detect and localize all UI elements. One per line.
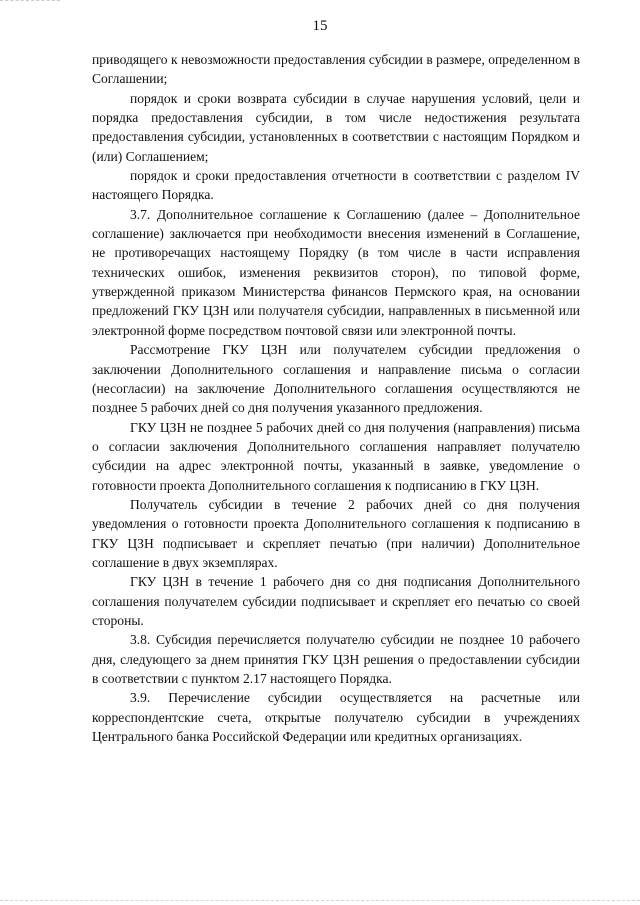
scan-edge-bottom xyxy=(0,900,640,901)
paragraph-recipient-signing: Получатель субсидии в течение 2 рабочих дней со дня получения уведомления о готовности проекта Дополнительного соглашения к подписанию в ГКУ ЦЗН подписывает и скрепляет печатью (при наличии) Дополнительное соглашение в двух экземплярах. xyxy=(92,496,580,570)
paragraph-czn-signing: ГКУ ЦЗН в течение 1 рабочего дня со дня подписания Дополнительного соглашения получателем субсидии подписывает и скрепляет его печатью со своей стороны. xyxy=(92,574,580,628)
paragraph-continuation: приводящего к невозможности предоставления субсидии в размере, определенном в Соглашении; xyxy=(92,52,580,87)
paragraph-review-proposal: Рассмотрение ГКУ ЦЗН или получателем субсидии предложения о заключении Дополнительного соглашения и направление письма о согласии (несогласии) на заключение Дополнительного соглашения осуществляются не позднее 5 рабочих дней со дня получения указанного предложения. xyxy=(92,342,580,416)
document-body xyxy=(92,50,580,746)
paragraph-refund-procedure: порядок и сроки возврата субсидии в случае нарушения условий, цели и порядка предоставления субсидии, в том числе недостижения результата предоставления субсидии, установленных в соответствии с настоящим Порядком и (или) Соглашением; xyxy=(92,90,580,164)
paragraph-3-8: 3.8. Субсидия перечисляется получателю субсидии не позднее 10 рабочего дня, следующего за днем принятия ГКУ ЦЗН решения о предоставлении субсидии в соответствии с пунктом 2.17 настоящего Порядка. xyxy=(92,632,580,686)
paragraph-reporting-procedure: порядок и сроки предоставления отчетности в соответствии с разделом IV настоящего Порядка. xyxy=(92,168,580,203)
paragraph-3-7: 3.7. Дополнительное соглашение к Соглашению (далее – Дополнительное соглашение) заключается при необходимости внесения изменений в Соглашение, не противоречащих настоящему Порядку (в том числе в части исправления технических ошибок, изменения реквизитов сторон), по типовой форме, утвержденной приказом Министерства финансов Пермского края, на основании предложений ГКУ ЦЗН или получателя субсидии, направленных в письменной или электронной форме посредством почтовой связи или электронной почты. xyxy=(92,206,580,338)
page-number: 15 xyxy=(312,18,328,34)
scan-edge-top xyxy=(0,0,60,5)
paragraph-3-9: 3.9. Перечисление субсидии осуществляется на расчетные или корреспондентские счета, открытые получателю субсидии в учреждениях Центрального банка Российской Федерации или кредитных организациях. xyxy=(92,690,580,745)
paragraph-notification: ГКУ ЦЗН не позднее 5 рабочих дней со дня получения (направления) письма о согласии заключения Дополнительного соглашения направляет получателю субсидии на адрес электронной почты, указанный в заявке, уведомление о готовности проекта Дополнительного соглашения к подписанию в ГКУ ЦЗН. xyxy=(92,419,580,493)
